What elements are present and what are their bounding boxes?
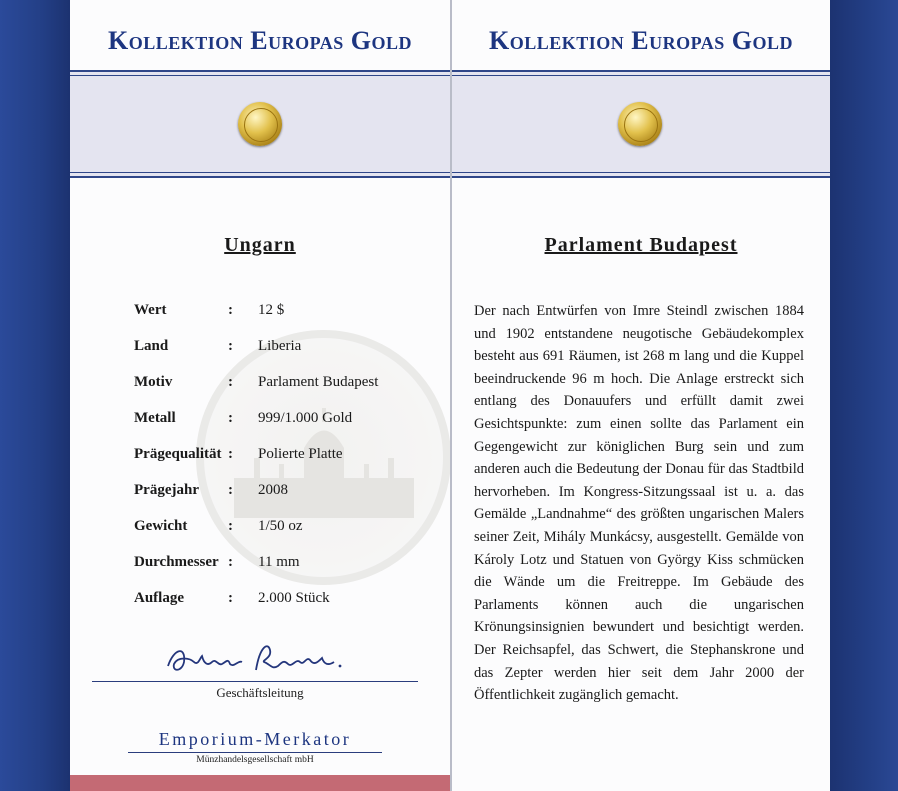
spec-separator: : [228,302,233,318]
red-binding-strip [70,775,450,791]
spec-label: Motiv [134,374,173,390]
signature-line [92,681,418,682]
company-underline [128,752,382,753]
left-certificate-panel [70,0,450,791]
spec-value: 999/1.000 Gold [258,410,353,426]
spec-separator: : [228,410,233,426]
country-title: Ungarn [224,234,296,256]
spec-label: Land [134,338,169,354]
spec-separator: : [228,590,233,606]
right-coin-band [452,70,830,178]
spec-separator: : [228,482,233,498]
spec-value: Polierte Platte [258,446,343,462]
spec-label: Prägejahr [134,482,199,498]
spec-value: Liberia [258,338,302,354]
spec-value: Parlament Budapest [258,374,379,390]
description-text: Der nach Entwürfen von Imre Steindl zwischen 1884 und 1902 entstandene neugotische Gebäudekomplex besteht aus 691 Räumen, ist 268 m lang und die Kuppel beeindruckende 96 m hoch. Die Anlage erstreckt sich entlang des Donauufers und erfüllt damit zwei Gesichtspunkte: zum einen sollte das Parlament ein Gegengewicht zur königlichen Burg sein und zum anderen auch die Bedeutung der Donau für das Stadtbild hervorheben. Im Kongress-Sitzungssaal ist u. a. das Gemälde „Landnahme“ des größten ungarischen Malers seiner Zeit, Mihály Munkácsy, ausgestellt. Gemälde von Károly Lotz und Statuen von György Kiss schmücken die Wände um die Freitreppe. Im Gebäude des Parlaments können auch die ungarischen Krönungsinsignien bewundert und besichtigt werden. Der Reichsapfel, das Schwert, die Stephanskrone und das Zepter werden hier seit dem Jahr 2000 der Öffentlichkeit zugänglich gemacht. [474,303,804,704]
right-certificate-panel [452,0,830,791]
spec-value: 2008 [258,482,288,498]
company-subtitle: Münzhandelsgesellschaft mbH [196,755,314,765]
coin-obverse-icon [238,102,282,146]
left-coin-band [70,70,450,178]
coin-reverse-icon [618,102,662,146]
right-header [452,0,830,70]
spec-separator: : [228,374,233,390]
spec-label: Durchmesser [134,554,219,570]
signature-label: Geschäftsleitung [216,685,304,700]
spec-value: 2.000 Stück [258,590,330,606]
spec-value: 11 mm [258,554,300,570]
spec-value: 12 $ [258,302,285,318]
spec-separator: : [228,446,233,462]
right-cover-edge [828,0,898,791]
motif-title: Parlament Budapest [544,234,738,256]
signature-image [164,636,354,680]
left-header [70,0,450,70]
spec-label: Gewicht [134,518,188,534]
spec-value: 1/50 oz [258,518,303,534]
spec-label: Prägequalität [134,446,222,462]
spec-label: Wert [134,302,167,318]
spec-label: Auflage [134,590,184,606]
spec-separator: : [228,338,233,354]
spec-label: Metall [134,410,176,426]
spec-separator: : [228,554,233,570]
company-name: Emporium-Merkator [158,729,352,749]
spec-separator: : [228,518,233,534]
brand-title: Kollektion Europas Gold [108,26,412,55]
brand-title: Kollektion Europas Gold [489,26,793,55]
left-cover-edge [0,0,70,791]
